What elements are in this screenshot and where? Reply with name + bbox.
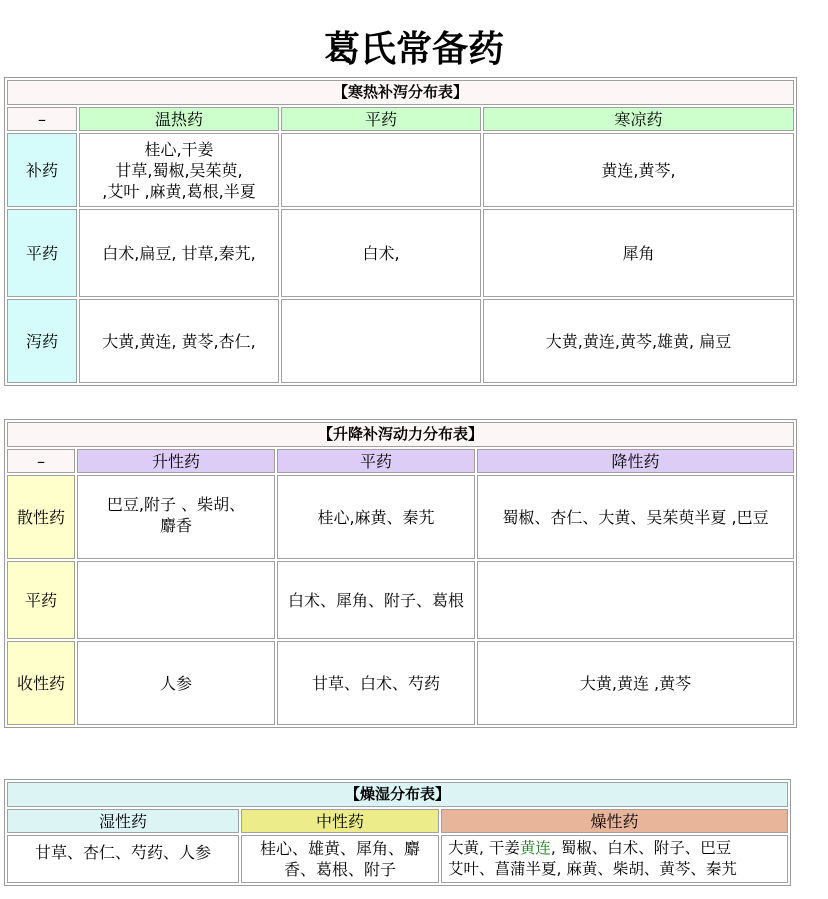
cell-line: 甘草,蜀椒,吴茱萸, [115,160,243,180]
cell-line: 香、葛根、附子 [283,860,396,879]
table-cell [441,835,788,883]
table-cell: 白术, [281,209,481,297]
table-cell: 甘草、白术、芍药 [277,641,475,725]
cell-line: 艾叶、菖蒲半夏, 麻黄、柴胡、黄芩、秦艽 [448,860,737,878]
column-header: 降性药 [477,449,794,473]
row-header: 平药 [7,561,75,639]
column-header: 寒凉药 [483,107,794,131]
table-cell: 白术,扁豆, 甘草,秦艽, [79,209,279,297]
column-header: 湿性药 [7,809,239,833]
row-header: 散性药 [7,475,75,559]
row-header: 补药 [7,133,77,207]
table-cell: 甘草、杏仁、芍药、人参 [7,835,239,883]
table-cell [77,475,275,559]
column-header: 升性药 [77,449,275,473]
table-cell: 白术、犀角、附子、葛根 [277,561,475,639]
cell-line: 桂心、雄黄、犀角、麝 [259,839,420,858]
row-header: 泻药 [7,299,77,383]
table-cell: 人参 [77,641,275,725]
table-cell [477,561,794,639]
table-cell [241,835,439,883]
table-caption: 【燥湿分布表】 [7,782,788,807]
table-cell [281,299,481,383]
row-header: 平药 [7,209,77,297]
text-span: , 蜀椒、白术、附子、巴豆 [550,839,732,857]
column-header: 中性药 [241,809,439,833]
table-cell: 犀角 [483,209,794,297]
table-cell [281,133,481,207]
table-caption: 【升降补泻动力分布表】 [7,422,794,447]
ascend-descend-table [4,419,797,728]
highlighted-text: 黄连 [519,839,551,857]
table-caption: 【寒热补泻分布表】 [7,80,794,105]
text-span: 大黄, 干姜 [448,839,520,857]
column-header: 平药 [277,449,475,473]
row-header: 收性药 [7,641,75,725]
table-cell: 桂心,麻黄、秦艽 [277,475,475,559]
table-cell: 大黄,黄连 ,黄芩 [477,641,794,725]
column-header: 平药 [281,107,481,131]
column-header: 燥性药 [441,809,788,833]
table-cell [77,561,275,639]
table-cell [79,133,279,207]
cell-line: 桂心,干姜 [144,139,214,159]
page-title: 葛氏常备药 [323,29,504,70]
cold-heat-table [4,77,797,386]
table-cell: 大黄,黄连,黄芩,雄黄, 扁豆 [483,299,794,383]
table-cell: 黄连,黄芩, [483,133,794,207]
cell-line: ,艾叶 ,麻黄,葛根,半夏 [102,181,256,201]
dry-wet-table [4,779,791,886]
table-cell: 大黄,黄连, 黄苓,杏仁, [79,299,279,383]
corner-cell: – [7,449,75,473]
column-header: 温热药 [79,107,279,131]
cell-line: 麝香 [159,516,192,535]
corner-cell: – [7,107,77,131]
table-cell: 蜀椒、杏仁、大黄、吴茱萸半夏 ,巴豆 [477,475,794,559]
cell-line: 巴豆,附子 、柴胡、 [106,495,246,514]
cell-line [448,838,785,859]
